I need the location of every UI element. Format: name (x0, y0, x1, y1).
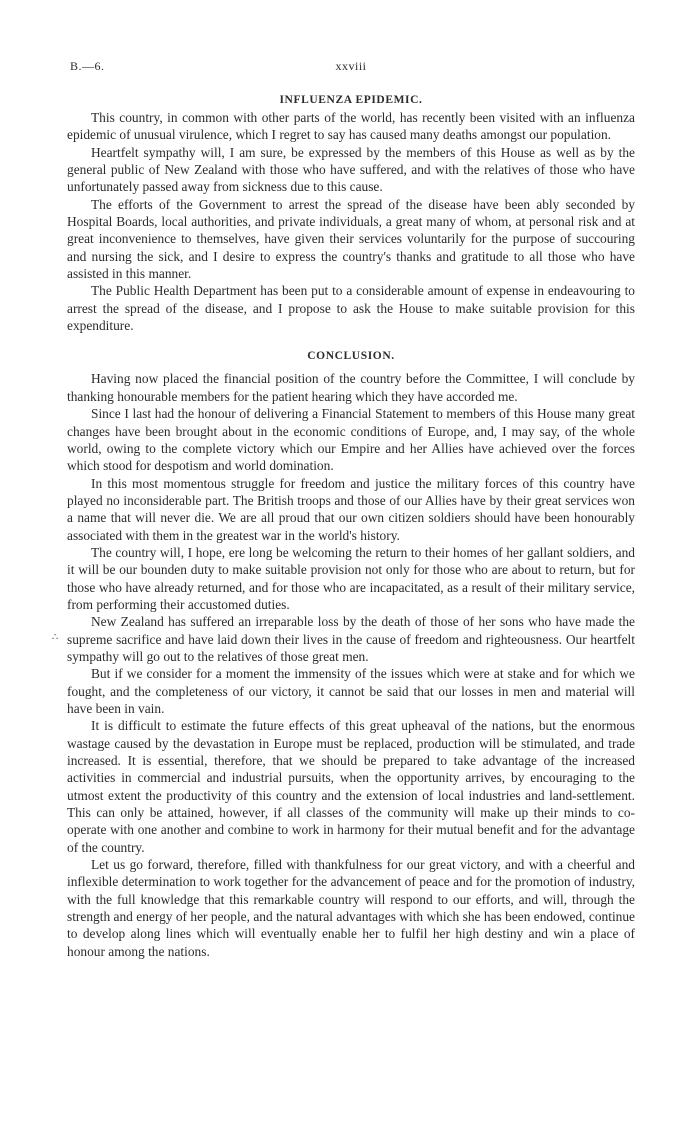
section-gap (67, 334, 635, 348)
paragraph: In this most momentous struggle for freedom and justice the military forces of this country have played no inconsiderable part. The British troops and those of our Allies have by their great services won a name that will never die. We are all proud that our own citizen soldiers should have been honourably associated with them in the greatest war in the world's history. (67, 475, 635, 543)
page-number: xxviii (335, 59, 367, 73)
paragraph: New Zealand has suffered an irreparable loss by the death of those of her sons who have made the supreme sacrifice and have laid down their lives in the cause of freedom and righteousness. Our heartfelt sympathy will go out to the relatives of those great men. (67, 614, 635, 664)
paragraph: Having now placed the financial position of the country before the Committee, I will conclude by thanking honourable members for the patient hearing which they have accorded me. (67, 371, 635, 404)
paragraph: The efforts of the Government to arrest the spread of the disease have been ably seconded by Hospital Boards, local authorities, and private individuals, a great many of whom, at personal risk and at great inconvenience to themselves, have given their services voluntarily for the purpose of succouring and nursing the sick, and I desire to express the country's thanks and gratitude to all those who have assisted in this manner. (67, 196, 635, 282)
page-body (67, 92, 635, 960)
paragraph: Let us go forward, therefore, filled with thankfulness for our great victory, and with a cheerful and inflexible determination to work together for the advancement of peace and for the promotion of industry, with the full knowledge that this remarkable country will respond to our efforts, and will, through the strength and energy of her people, and the natural advantages with which she has been endowed, continue to develop along lines which will eventually enable her to fulfil her high destiny and win a place of honour among the nations. (67, 857, 635, 959)
section-title-conclusion: CONCLUSION. (307, 350, 395, 363)
paragraph: The Public Health Department has been put to a considerable amount of expense in endeavouring to arrest the spread of the disease, and I propose to ask the House to make suitable provision for this expenditure. (67, 283, 635, 334)
page-reference: B.—6. (70, 59, 105, 73)
paragraph: Heartfelt sympathy will, I am sure, be expressed by the members of this House as well as by the general public of New Zealand with those who have suffered, and with the relatives of those who have unfortunately passed away from sickness due to this cause. (67, 144, 635, 195)
paragraph: Since I last had the honour of delivering a Financial Statement to members of this House many great changes have been brought about in the economic conditions of Europe, and, I may say, of the whole world, owing to the complete victory which our Empire and her Allies have achieved over the forces which stood for despotism and world domination. (67, 406, 635, 474)
paragraph: It is difficult to estimate the future effects of this great upheaval of the nations, but the enormous wastage caused by the devastation in Europe must be replaced, production will be stimulated, and trade increased. It is essential, therefore, that we should be prepared to take advantage of the increased activities in commercial and industrial pursuits, when the opportunity arrives, by encouraging to the utmost extent the productivity of this country and the extension of local industries and land-settlement. This can only be attained, however, if all classes of the community will make up their minds to co-operate with one another and combine to work in harmony for their mutual benefit and for the advantage of the country. (67, 718, 635, 855)
margin-mark-icon: ∴ (52, 632, 59, 643)
paragraph: But if we consider for a moment the immensity of the issues which were at stake and for which we fought, and the completeness of our victory, it cannot be said that our losses in men and material will have been in vain. (67, 666, 635, 716)
paragraph: The country will, I hope, ere long be welcoming the return to their homes of her gallant soldiers, and it will be our bounden duty to make suitable provision not only for those who are about to return, but for those who have already returned, and for those who are incapacitated, as a result of their military service, from performing their accustomed duties. (67, 544, 635, 612)
section-title-influenza: INFLUENZA EPIDEMIC. (279, 94, 423, 106)
page-header (70, 59, 632, 77)
paragraph: This country, in common with other parts of the world, has recently been visited with an influenza epidemic of unusual virulence, which I regret to say has caused many deaths amongst our population. (67, 110, 635, 143)
